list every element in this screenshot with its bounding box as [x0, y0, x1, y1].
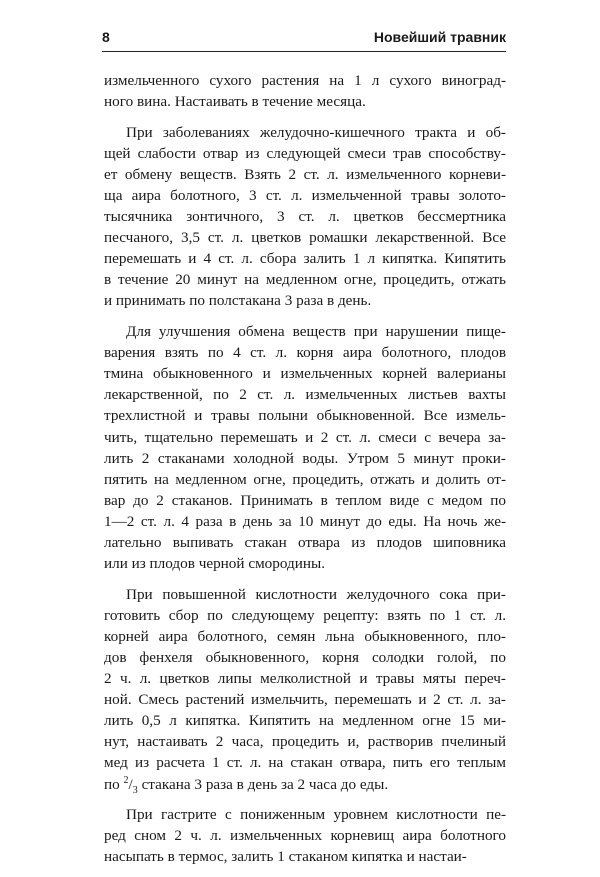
- text-line: При гастрите с пониженным уровнем кислотности пе-: [126, 806, 506, 824]
- paragraph: [104, 321, 506, 574]
- text-line: чить, тщательно перемешать и 2 ст. л. смеси с вечера за-: [104, 428, 506, 446]
- text-line: 1—2 ст. л. 4 раза в день за 10 минут до еды. На ночь же-: [104, 512, 506, 530]
- paragraph: [104, 70, 506, 112]
- page-number: 8: [102, 29, 110, 45]
- text-line: мед из расчета 1 ст. л. на стакан отвара, пить его теплым: [104, 754, 506, 772]
- text-line: трехлистной и травы полыни обыкновенной. Все измель-: [104, 407, 506, 425]
- text-line: измельченного сухого растения на 1 л сухого виноград-: [104, 72, 506, 89]
- text-line: или из плодов черной смородины.: [104, 555, 326, 573]
- text-line: готовить сбор по следующему рецепту: взять по 1 ст. л.: [104, 606, 506, 624]
- paragraph: [104, 804, 506, 867]
- text-line: насыпать в термос, залить 1 стаканом кипятка и настаи-: [104, 848, 467, 866]
- text-line: и принимать по полстакана 3 раза в день.: [104, 292, 372, 310]
- text-line: в течение 20 минут на медленном огне, процедить, отжать: [104, 271, 506, 289]
- body-text: [104, 70, 506, 877]
- text-line: ет обмену веществ. Взять 2 ст. л. измельченного корневи-: [104, 165, 506, 183]
- text-line: варения взять по 4 ст. л. корня аира болотного, плодов: [104, 344, 506, 362]
- text-line: нут, настаивать 2 часа, процедить и, растворив пчелиный: [104, 733, 506, 751]
- text-line: песчаного, 3,5 ст. л. цветков ромашки лекарственной. Все: [104, 229, 506, 247]
- text-line: тмина обыкновенного и измельченных корней валерианы: [104, 365, 506, 383]
- text-line: ред сном 2 ч. л. измельченных корневищ аира болотного: [104, 827, 506, 845]
- text-line: перемешать и 4 ст. л. сбора залить 1 л кипятка. Кипятить: [104, 250, 506, 268]
- text-line: ной. Смесь растений измельчить, перемешать и 2 ст. л. за-: [104, 691, 506, 709]
- text-line: лекарственной, по 2 ст. л. измельченных листьев вахты: [104, 386, 506, 404]
- text-line: лить 0,5 л кипятка. Кипятить на медленном огне 15 ми-: [104, 712, 506, 730]
- paragraph: [104, 122, 506, 312]
- text-line: лить 2 стаканами холодной воды. Утром 5 минут прoки-: [104, 449, 506, 467]
- text-line: тысячника зонтичного, 3 ст. л. цветков бессмертника: [104, 208, 506, 226]
- text-line: При повышенной кислотности желудочного сока при-: [126, 585, 506, 603]
- text-line: При заболеваниях желудочно-кишечного тракта и об-: [126, 123, 506, 141]
- text-line: щей слабости отвар из следующей смеси трав способству-: [104, 144, 506, 162]
- paragraph: [104, 584, 506, 795]
- text-line: Для улучшения обмена веществ при нарушении пище-: [126, 323, 506, 341]
- running-header: [102, 29, 506, 52]
- text-line: корней аира болотного, семян льна обыкновенного, пло-: [104, 627, 506, 645]
- text-line: вар до 2 стаканов. Принимать в теплом виде с медом по: [104, 491, 506, 509]
- text-line: дов фенхеля обыкновенного, корня солодки голой, по: [104, 648, 506, 666]
- text-line: 2 ч. л. цветков липы мелколистной и травы мяты переч-: [104, 670, 506, 688]
- running-title: Новейший травник: [373, 29, 506, 45]
- text-line: по $^2/_3$ стакана 3 раза в день за 2 часа до еды.: [104, 774, 389, 796]
- text-line: ща аира болотного, 3 ст. л. измельченной травы золото-: [104, 186, 506, 204]
- text-line: лательно выпивать стакан отвара из плодов шиповника: [104, 533, 506, 551]
- text-line: ного вина. Настаивать в течение месяца.: [104, 93, 366, 111]
- text-line: пятить на медленном огне, процедить, отжать и долить от-: [104, 470, 506, 488]
